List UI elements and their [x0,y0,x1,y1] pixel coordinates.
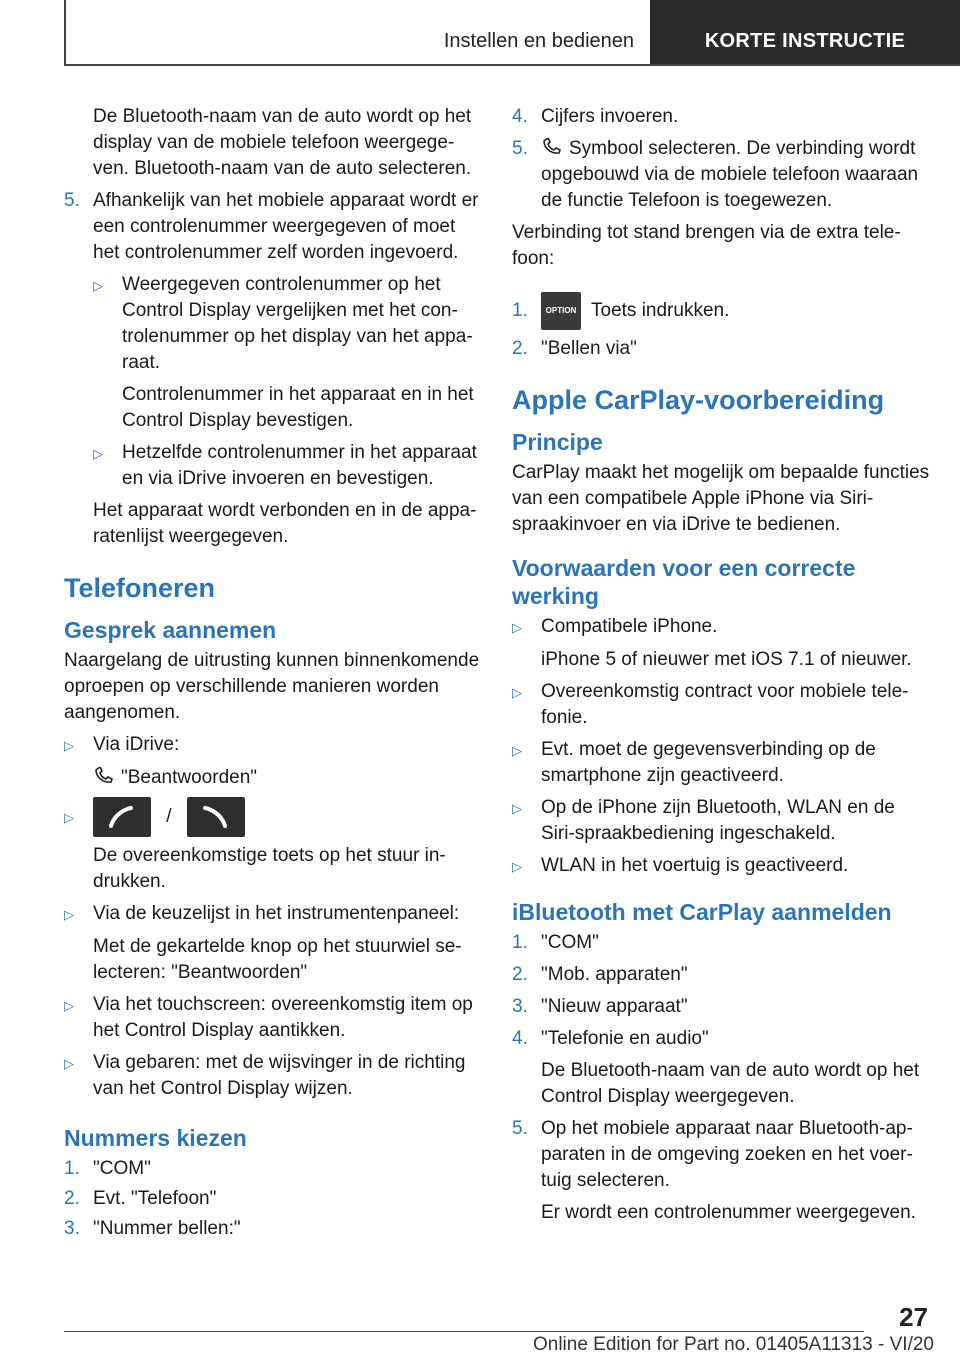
footer-rule [64,1331,864,1332]
option-button-image: OPTION [541,292,581,330]
triangle-bullet-icon: ▷ [93,278,103,293]
triangle-bullet-icon: ▷ [64,809,74,825]
call-end-button-image [187,797,245,837]
extra-step-1: 1. OPTION Toets indrukken. [512,292,932,330]
chapter-tab: KORTE INSTRUCTIE [650,0,960,66]
call-accept-button-image [93,797,151,837]
req-iphone-sub: iPhone 5 of nieuwer met iOS 7.1 of nieuwer. [541,649,912,670]
triangle-bullet-icon: ▷ [64,738,74,753]
intro-text: De Bluetooth-naam van de auto wordt op het display van de mobiele telefoon weergegeven. Bluetooth-naam van de auto selecteren. [93,106,472,179]
heading-nummers-kiezen: Nummers kiezen [64,1125,247,1151]
answer-idrive-sub: "Beantwoorden" [64,765,482,791]
principle-text: CarPlay maakt het mogelijk om bepaalde functies van een compatibele Apple iPhone via Siri-spraakinvoer en via iDrive te bedienen. [512,462,930,535]
answer-intro: Naargelang de uitrusting kunnen binnenkomende oproepen op verschillende manieren worden aangenomen. [64,650,480,723]
page-number: 27 [899,1302,928,1332]
register-step: 5. Op het mobiele apparaat naar Bluetooth-apparaten in de omgeving zoeken en het voertuig selecteren. [512,1118,913,1191]
step-5: 5. Afhankelijk van het mobiele apparaat wordt er een controlenummer weergegeven of moet het controlenummer zelf worden ingevoerd. [64,190,479,263]
phone-icon [109,806,135,828]
extra-step-2: 2. "Bellen via" [512,338,637,359]
left-column [64,104,482,1248]
req-data: ▷ Evt. moet de gegevensverbinding op de smartphone zijn geactiveerd. [512,737,932,789]
dial-step-5: 5. Symbool selecteren. De verbinding wordt opgebouwd via de mobiele telefoon waaraan de functie Telefoon is toegewezen. [512,138,919,211]
heading-telefoneren: Telefoneren [64,573,216,603]
triangle-bullet-icon: ▷ [64,907,74,922]
dial-step: 2. Evt. "Telefoon" [64,1188,217,1209]
connected-text: Het apparaat wordt verbonden en in de apparatenlijst weergegeven. [93,500,477,547]
answer-idrive: ▷ Via iDrive: [64,732,482,759]
answer-list-sub: Met de gekartelde knop op het stuurwiel selecteren: "Beantwoorden" [93,936,462,983]
req-wlan: ▷ WLAN in het voertuig is geactiveerd. [512,853,932,880]
phone-icon [93,767,115,785]
right-column [512,104,932,1226]
answer-list: ▷ Via de keuzelijst in het instrumentenpaneel: [64,901,482,928]
answer-buttons: ▷ / [64,797,482,837]
heading-voorwaarden: Voorwaarden voor een correcte werking [512,555,856,609]
register-step: 2. "Mob. apparaten" [512,964,688,985]
heading-carplay: Apple CarPlay-voorbereiding [512,385,885,415]
extra-phone-text: Verbinding tot stand brengen via de extra telefoon: [512,222,901,269]
phone-icon [541,138,563,156]
triangle-bullet-icon: ▷ [512,685,522,700]
register-step: 3. "Nieuw apparaat" [512,996,688,1017]
heading-gesprek-aannemen: Gesprek aannemen [64,617,277,643]
dial-step: 3. "Nummer bellen:" [64,1218,241,1239]
phone-icon [203,806,229,828]
triangle-bullet-icon: ▷ [512,743,522,758]
heading-principe: Principe [512,429,603,455]
triangle-bullet-icon: ▷ [512,801,522,816]
heading-register-carplay: iBluetooth met CarPlay aanmelden [512,899,892,925]
answer-gesture: ▷ Via gebaren: met de wijsvinger in de richting van het Control Display wijzen. [64,1050,482,1102]
header-rule [64,64,960,66]
section-title: Instellen en bedienen [443,30,634,52]
triangle-bullet-icon: ▷ [512,859,522,874]
footer-edition: Online Edition for Part no. 01405A11313 - VI/20 [532,1334,934,1355]
req-iphone: ▷ Compatibele iPhone. [512,614,932,641]
dial-step-4: 4. Cijfers invoeren. [512,106,679,127]
req-contract: ▷ Overeenkomstig contract voor mobiele telefonie. [512,679,932,731]
register-step-5-sub: Er wordt een controlenummer weergegeven. [541,1202,916,1223]
answer-touch: ▷ Via het touchscreen: overeenkomstig item op het Control Display aantikken. [64,992,482,1044]
answer-buttons-sub: De overeenkomstige toets op het stuur indrukken. [93,845,446,892]
bullet-compare: ▷ Weergegeven controlenummer op het Control Display vergelijken met het controlenummer op het display van het apparaat. [64,272,482,376]
register-step: 1. "COM" [512,932,599,953]
bullet-compare-sub: Controlenummer in het apparaat en in het Control Display bevestigen. [122,384,474,431]
triangle-bullet-icon: ▷ [64,998,74,1013]
triangle-bullet-icon: ▷ [64,1056,74,1071]
bullet-same-number: ▷ Hetzelfde controlenummer in het apparaat en via iDrive invoeren en bevestigen. [64,440,482,492]
triangle-bullet-icon: ▷ [512,620,522,635]
register-step: 4. "Telefonie en audio" [512,1028,709,1049]
triangle-bullet-icon: ▷ [93,446,103,461]
register-step-4-sub: De Bluetooth-naam van de auto wordt op het Control Display weergegeven. [541,1060,920,1107]
req-bluetooth: ▷ Op de iPhone zijn Bluetooth, WLAN en de Siri-spraakbediening ingeschakeld. [512,795,932,847]
dial-step: 1. "COM" [64,1158,151,1179]
